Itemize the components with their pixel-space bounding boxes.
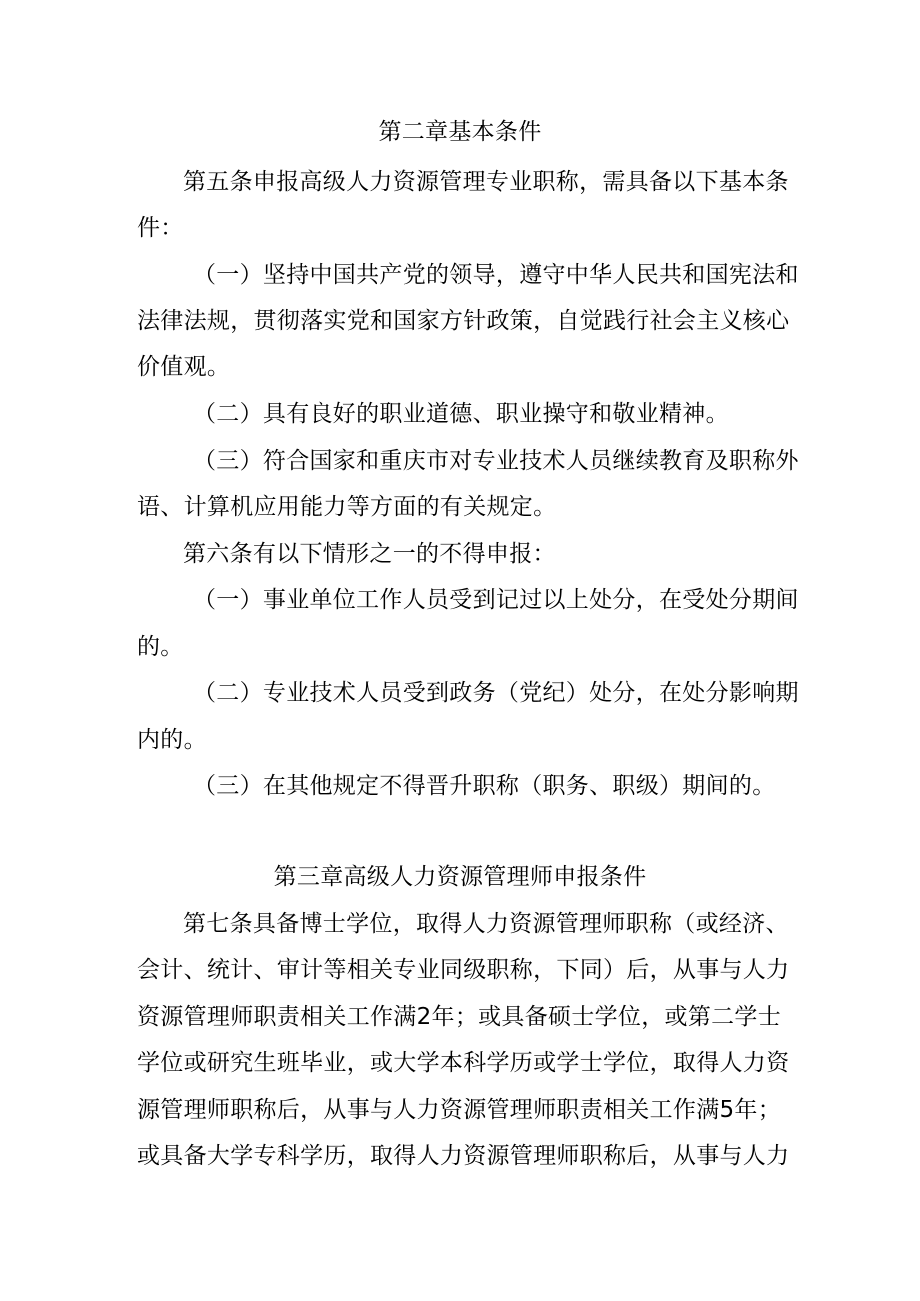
article-6-item-1-line-1: （一）事业单位工作人员受到记过以上处分，在受处分期间 bbox=[193, 587, 799, 613]
article-7-line-1: 第七条具备博士学位，取得人力资源管理师职称（或经济、 bbox=[183, 911, 789, 937]
article-7-line-3: 资源管理师职责相关工作满2年；或具备硕士学位，或第二学士 bbox=[137, 1004, 782, 1030]
chapter-3-title: 第三章高级人力资源管理师申报条件 bbox=[273, 864, 647, 890]
item-3-line-1: （三）符合国家和重庆市对专业技术人员继续教育及职称外 bbox=[193, 448, 799, 474]
article-7-line-4: 学位或研究生班毕业，或大学本科学历或学士学位，取得人力资 bbox=[137, 1050, 790, 1076]
chapter-2-title: 第二章基本条件 bbox=[378, 119, 542, 145]
article-6-item-3-line-1: （三）在其他规定不得晋升职称（职务、职级）期间的。 bbox=[193, 773, 776, 799]
item-1-line-3: 价值观。 bbox=[137, 354, 231, 380]
article-6-line-1: 第六条有以下情形之一的不得申报： bbox=[183, 541, 556, 567]
item-1-line-2: 法律法规，贯彻落实党和国家方针政策，自觉践行社会主义核心 bbox=[137, 308, 790, 334]
article-7-line-2: 会计、统计、审计等相关专业同级职称，下同）后，从事与人力 bbox=[137, 957, 790, 983]
article-6-item-1-line-2: 的。 bbox=[137, 634, 184, 660]
item-2-line-1: （二）具有良好的职业道德、职业操守和敬业精神。 bbox=[193, 401, 729, 427]
item-1-line-1: （一）坚持中国共产党的领导，遵守中华人民共和国宪法和 bbox=[193, 262, 799, 288]
article-5-line-1: 第五条申报高级人力资源管理专业职称，需具备以下基本条 bbox=[183, 169, 789, 195]
article-7-line-5: 源管理师职称后，从事与人力资源管理师职责相关工作满5年； bbox=[137, 1097, 782, 1123]
article-7-line-6: 或具备大学专科学历，取得人力资源管理师职称后，从事与人力 bbox=[137, 1143, 790, 1169]
item-3-line-2: 语、计算机应用能力等方面的有关规定。 bbox=[137, 494, 557, 520]
article-6-item-2-line-1: （二）专业技术人员受到政务（党纪）处分，在处分影响期 bbox=[193, 680, 799, 706]
article-5-line-2: 件： bbox=[137, 215, 184, 241]
article-6-item-2-line-2: 内的。 bbox=[137, 727, 207, 753]
